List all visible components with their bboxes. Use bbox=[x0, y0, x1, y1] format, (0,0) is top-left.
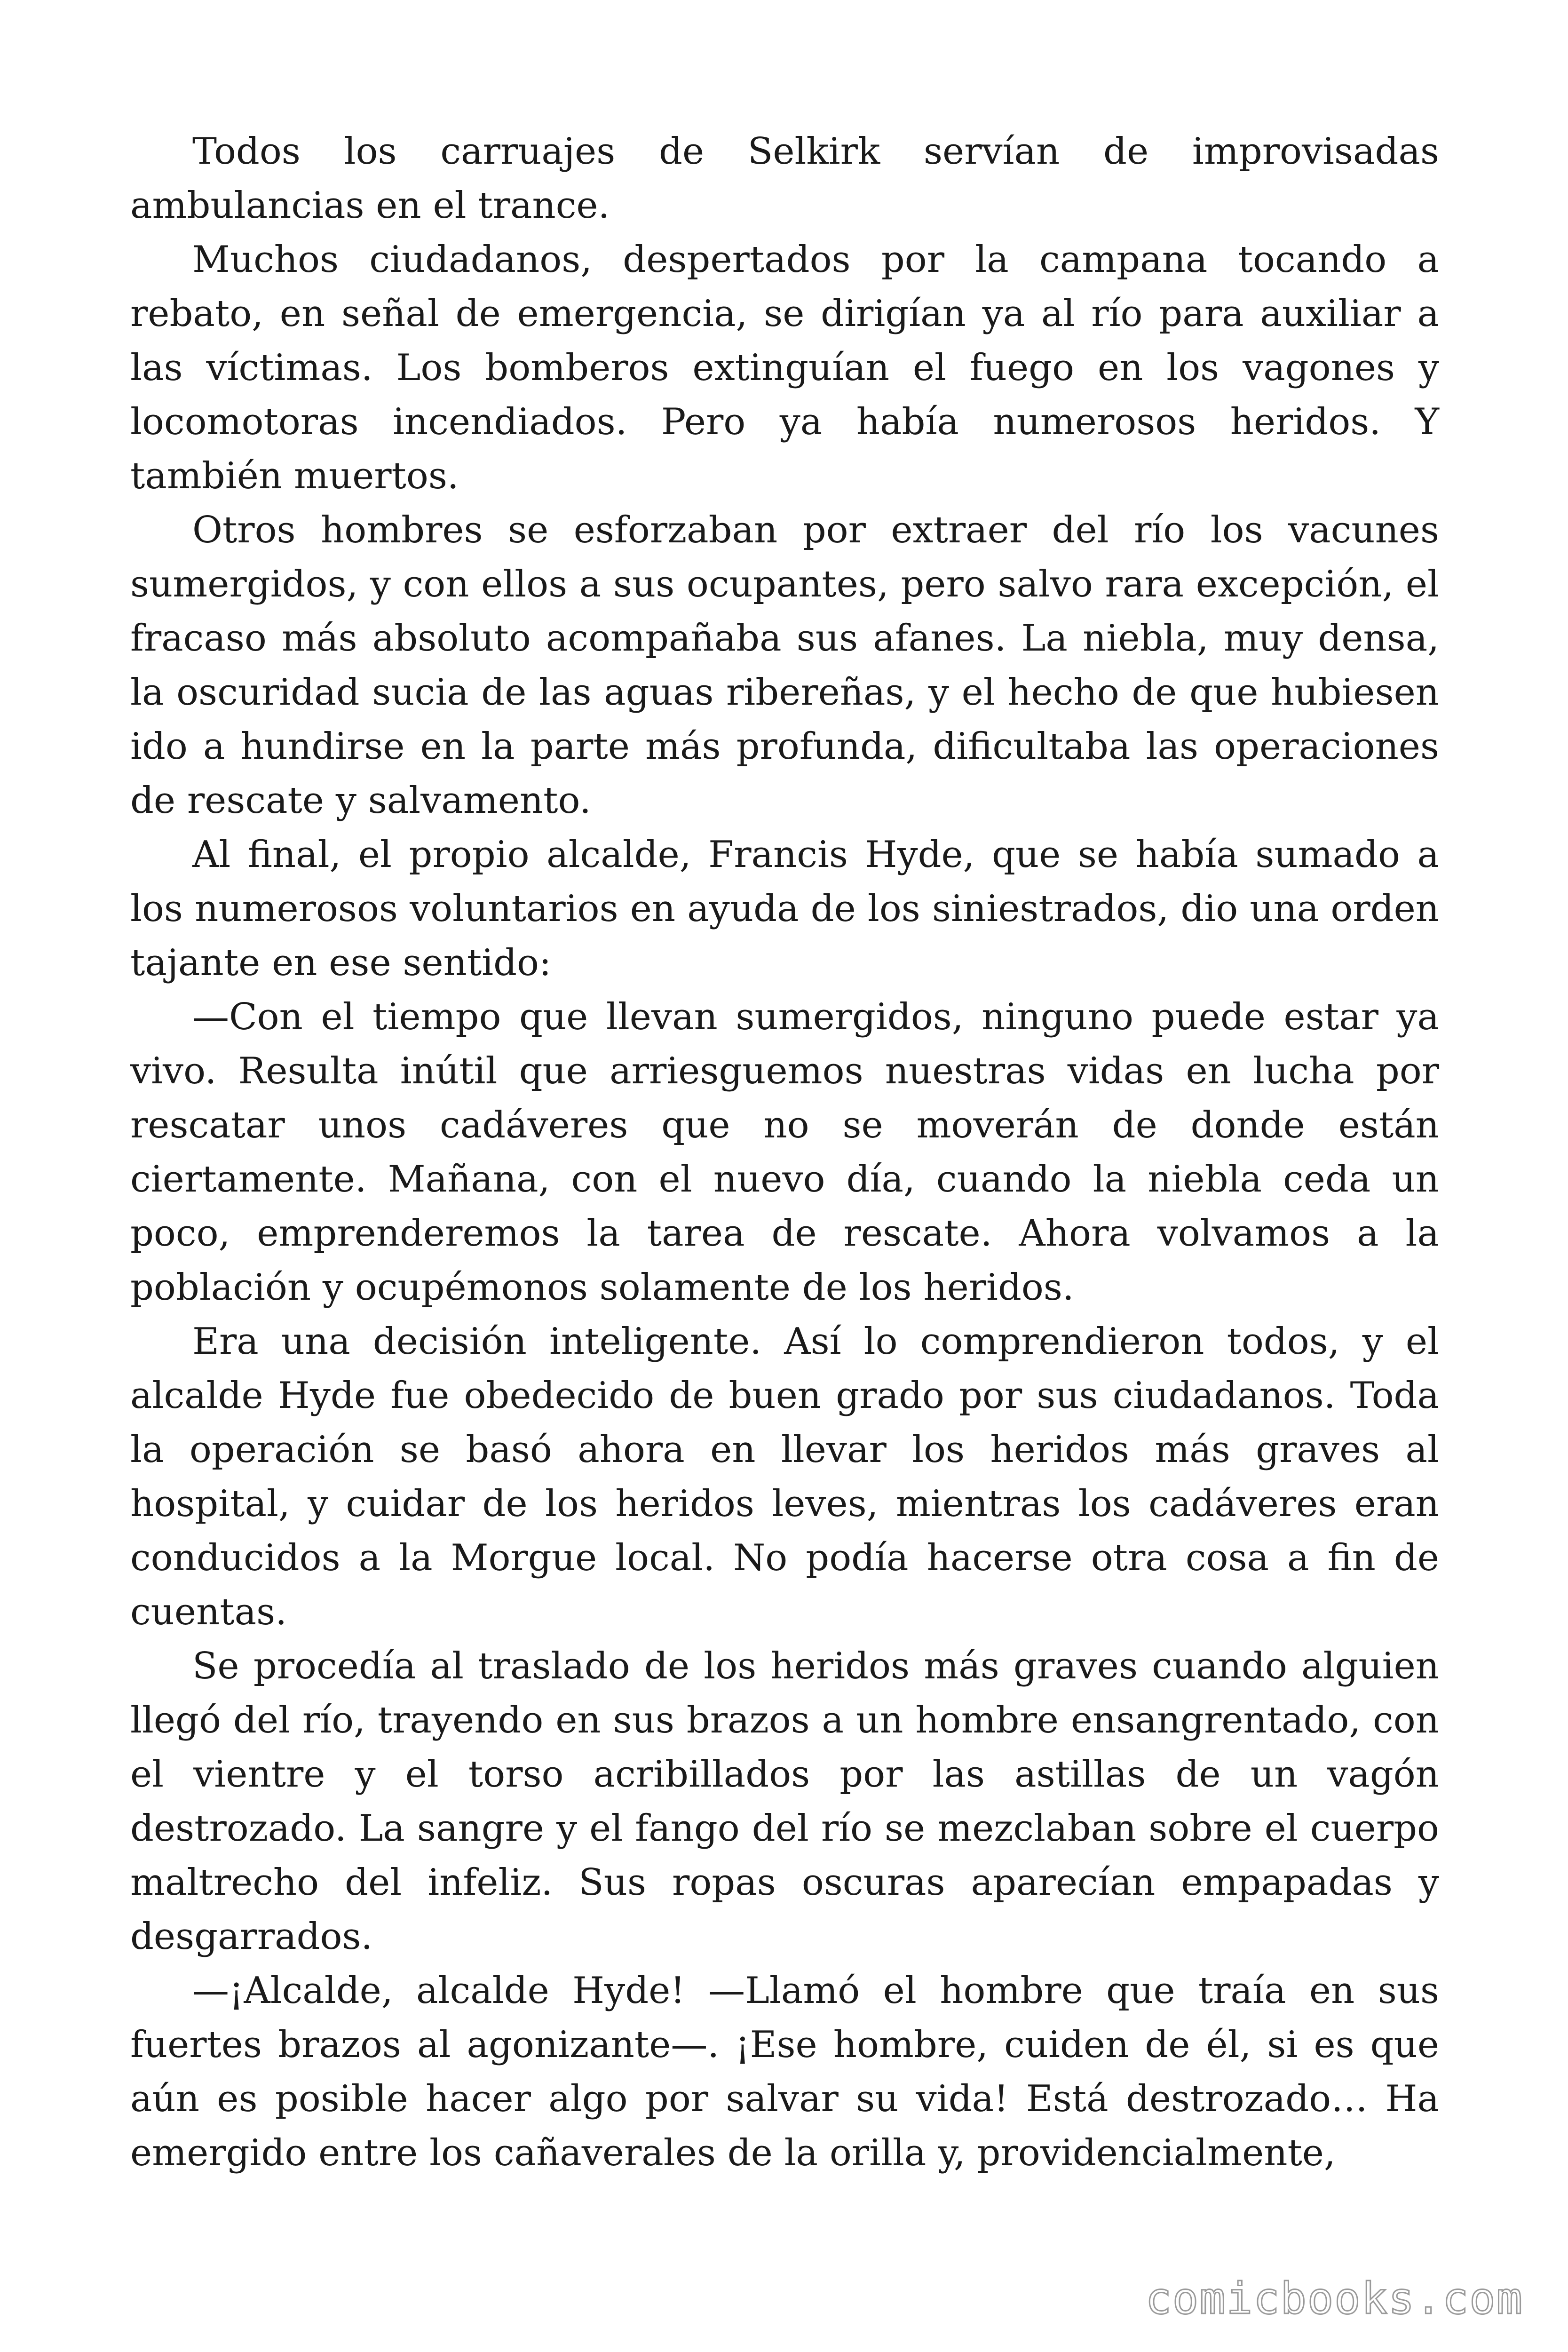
paragraph: Al final, el propio alcalde, Francis Hyde, que se había sumado a los numerosos voluntarios en ayuda de los siniestrados, dio una orden tajante en ese sentido: bbox=[130, 834, 1439, 984]
watermark: comicbooks.com bbox=[1145, 2273, 1523, 2324]
paragraph: Todos los carruajes de Selkirk servían de improvisadas ambulancias en el trance. bbox=[130, 130, 1439, 227]
paragraph: Se procedía al traslado de los heridos más graves cuando alguien llegó del río, trayendo en sus brazos a un hombre ensangrentado, con el vientre y el torso acribillados por las astillas de un vagón destrozado. La sangre y el fango del río se mezclaban sobre el cuerpo maltrecho del infeliz. Sus ropas oscuras aparecían empapadas y desgarrados. bbox=[130, 1645, 1439, 1958]
book-page-text bbox=[130, 125, 1439, 2180]
paragraph: Otros hombres se esforzaban por extraer del río los vacunes sumergidos, y con ellos a sus ocupantes, pero salvo rara excepción, el fracaso más absoluto acompañaba sus afanes. La niebla, muy densa, la oscuridad sucia de las aguas ribereñas, y el hecho de que hubiesen ido a hundirse en la parte más profunda, dificultaba las operaciones de rescate y salvamento. bbox=[130, 509, 1439, 822]
paragraph: Era una decisión inteligente. Así lo comprendieron todos, y el alcalde Hyde fue obedecido de buen grado por sus ciudadanos. Toda la operación se basó ahora en llevar los heridos más graves al hospital, y cuidar de los heridos leves, mientras los cadáveres eran conducidos a la Morgue local. No podía hacerse otra cosa a fin de cuentas. bbox=[130, 1320, 1439, 1633]
paragraph: —¡Alcalde, alcalde Hyde! —Llamó el hombre que traía en sus fuertes brazos al agonizante—. ¡Ese hombre, cuiden de él, si es que aún es posible hacer algo por salvar su vida! Está destrozado… Ha emergido entre los cañaverales de la orilla y, providencialmente, bbox=[130, 1970, 1439, 2174]
paragraph: —Con el tiempo que llevan sumergidos, ninguno puede estar ya vivo. Resulta inútil que arriesguemos nuestras vidas en lucha por rescatar unos cadáveres que no se moverán de donde están ciertamente. Mañana, con el nuevo día, cuando la niebla ceda un poco, emprenderemos la tarea de rescate. Ahora volvamos a la población y ocupémonos solamente de los heridos. bbox=[130, 996, 1439, 1309]
paragraph: Muchos ciudadanos, despertados por la campana tocando a rebato, en señal de emergencia, se dirigían ya al río para auxiliar a las víctimas. Los bomberos extinguían el fuego en los vagones y locomotoras incendiados. Pero ya había numerosos heridos. Y también muertos. bbox=[130, 238, 1439, 497]
